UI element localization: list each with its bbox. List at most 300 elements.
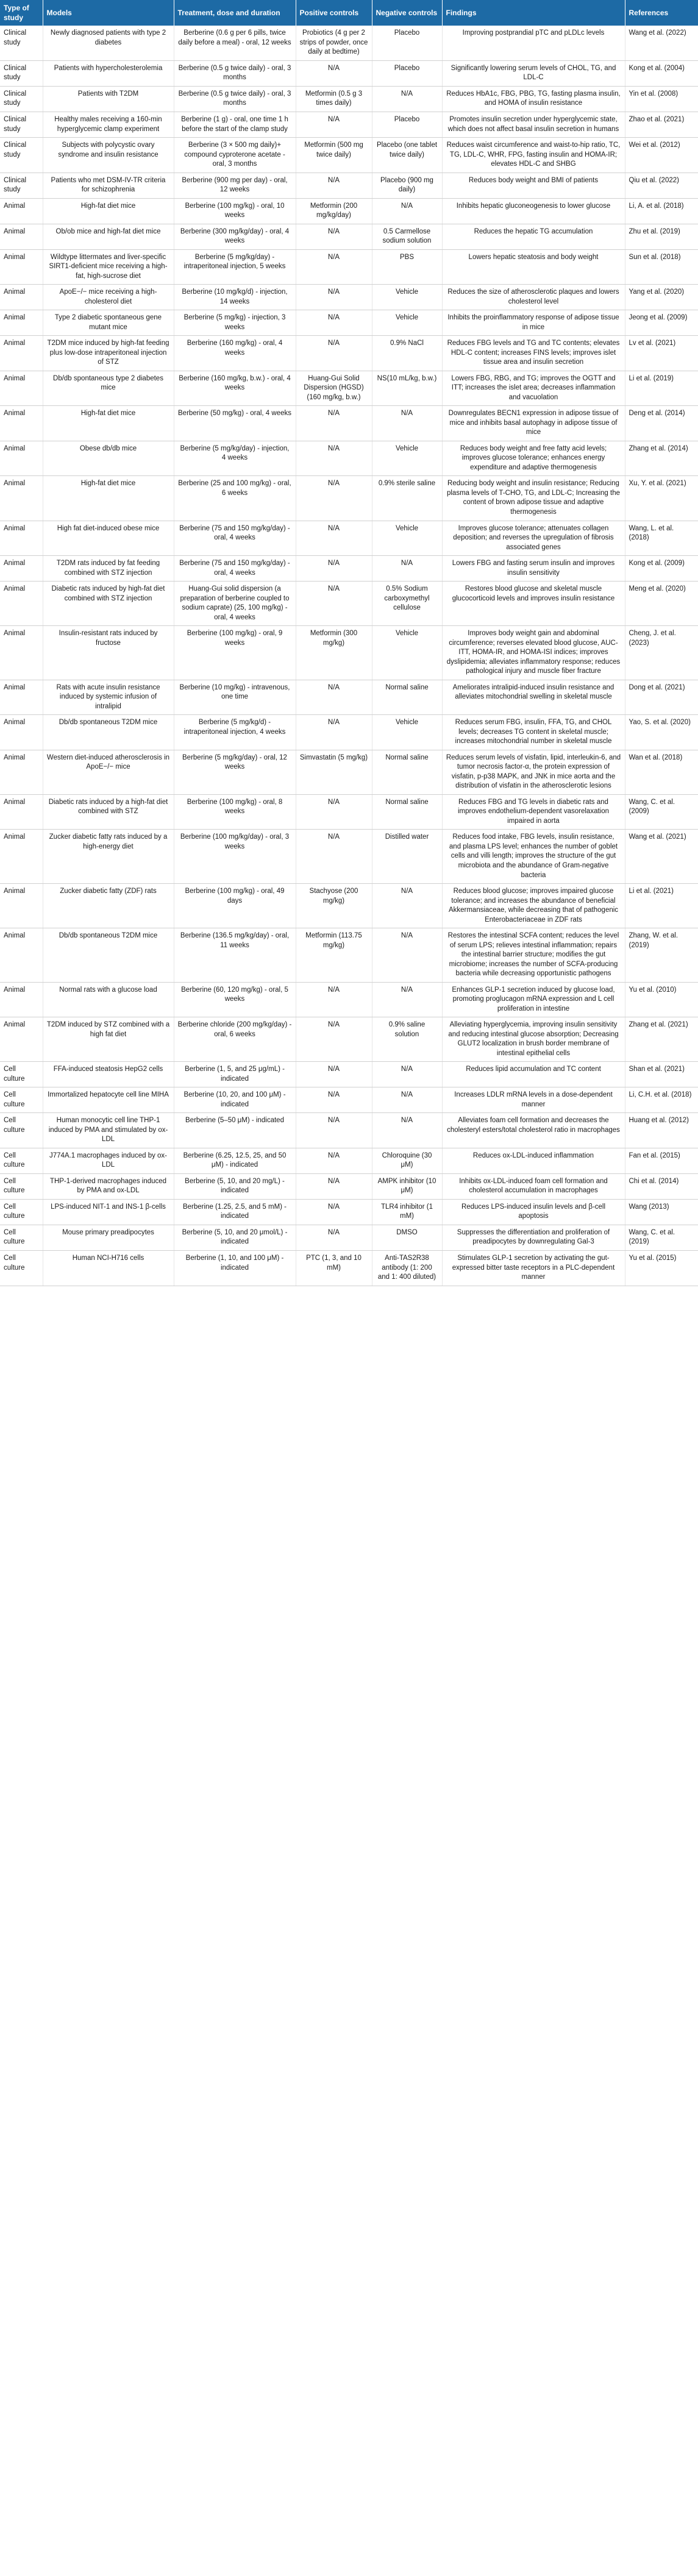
cell-type: Animal <box>0 1017 43 1062</box>
cell-model: T2DM mice induced by high-fat feeding plus low-dose intraperitoneal injection of STZ <box>43 336 174 371</box>
cell-negative-control: N/A <box>372 1087 442 1113</box>
table-row <box>0 198 698 224</box>
cell-positive-control: N/A <box>296 224 372 249</box>
cell-positive-control: N/A <box>296 336 372 371</box>
cell-model: Type 2 diabetic spontaneous gene mutant mice <box>43 310 174 336</box>
table-row <box>0 982 698 1017</box>
cell-positive-control: N/A <box>296 1148 372 1173</box>
cell-type: Cell culture <box>0 1225 43 1250</box>
cell-negative-control: N/A <box>372 982 442 1017</box>
cell-type: Animal <box>0 582 43 626</box>
cell-negative-control: 0.5 Carmellose sodium solution <box>372 224 442 249</box>
table-row <box>0 626 698 680</box>
cell-negative-control: 0.9% NaCl <box>372 336 442 371</box>
cell-model: J774A.1 macrophages induced by ox-LDL <box>43 1148 174 1173</box>
table-row <box>0 1251 698 1286</box>
table-row <box>0 1062 698 1087</box>
table-row <box>0 1113 698 1148</box>
cell-positive-control: N/A <box>296 794 372 830</box>
cell-reference: Zhao et al. (2021) <box>625 112 698 137</box>
cell-treatment: Berberine (100 mg/kg) - oral, 10 weeks <box>174 198 296 224</box>
cell-model: T2DM rats induced by fat feeding combined with STZ injection <box>43 556 174 582</box>
cell-reference: Li et al. (2021) <box>625 884 698 928</box>
cell-type: Clinical study <box>0 173 43 198</box>
cell-negative-control: Vehicle <box>372 285 442 310</box>
cell-findings: Reduces waist circumference and waist-to-hip ratio, TC, TG, LDL-C, WHR, FPG, fasting insulin and HOMA-IR; elevates HDL-C and SHBG <box>442 138 625 173</box>
cell-type: Animal <box>0 406 43 441</box>
table-row <box>0 173 698 198</box>
cell-positive-control: N/A <box>296 173 372 198</box>
cell-model: ApoE−/− mice receiving a high-cholesterol diet <box>43 285 174 310</box>
cell-type: Animal <box>0 371 43 406</box>
cell-model: Zucker diabetic fatty rats induced by a high-energy diet <box>43 830 174 884</box>
cell-reference: Yang et al. (2020) <box>625 285 698 310</box>
cell-treatment: Berberine (10 mg/kg) - intravenous, one time <box>174 680 296 715</box>
cell-type: Animal <box>0 884 43 928</box>
cell-findings: Reduces lipid accumulation and TC content <box>442 1062 625 1087</box>
cell-type: Animal <box>0 928 43 983</box>
cell-findings: Reduces serum FBG, insulin, FFA, TG, and CHOL levels; decreases TG content in skeletal muscle; increases mitochondrial number in skeletal muscle <box>442 715 625 750</box>
table-row <box>0 884 698 928</box>
cell-negative-control: Distilled water <box>372 830 442 884</box>
cell-negative-control: 0.9% saline solution <box>372 1017 442 1062</box>
cell-positive-control: N/A <box>296 582 372 626</box>
cell-type: Animal <box>0 794 43 830</box>
cell-positive-control: N/A <box>296 982 372 1017</box>
cell-treatment: Berberine (6.25, 12.5, 25, and 50 μM) - indicated <box>174 1148 296 1173</box>
table-row <box>0 336 698 371</box>
cell-positive-control: Huang-Gui Solid Dispersion (HGSD) (160 mg/kg, b.w.) <box>296 371 372 406</box>
cell-positive-control: N/A <box>296 830 372 884</box>
cell-treatment: Berberine (5 mg/kg) - injection, 3 weeks <box>174 310 296 336</box>
cell-treatment: Berberine (25 and 100 mg/kg) - oral, 6 weeks <box>174 476 296 521</box>
cell-type: Cell culture <box>0 1087 43 1113</box>
cell-treatment: Berberine (0.5 g twice daily) - oral, 3 months <box>174 60 296 86</box>
cell-type: Clinical study <box>0 60 43 86</box>
cell-treatment: Berberine (0.6 g per 6 pills, twice daily before a meal) - oral, 12 weeks <box>174 26 296 60</box>
cell-positive-control: N/A <box>296 60 372 86</box>
table-row <box>0 60 698 86</box>
cell-model: Patients with hypercholesterolemia <box>43 60 174 86</box>
cell-findings: Reduces LPS-induced insulin levels and β-cell apoptosis <box>442 1199 625 1225</box>
cell-model: Patients who met DSM-IV-TR criteria for schizophrenia <box>43 173 174 198</box>
cell-positive-control: N/A <box>296 406 372 441</box>
cell-treatment: Berberine (100 mg/kg) - oral, 8 weeks <box>174 794 296 830</box>
cell-positive-control: N/A <box>296 556 372 582</box>
cell-negative-control: NS(10 mL/kg, b.w.) <box>372 371 442 406</box>
cell-negative-control: Normal saline <box>372 794 442 830</box>
cell-positive-control: Metformin (113.75 mg/kg) <box>296 928 372 983</box>
cell-treatment: Berberine (100 mg/kg) - oral, 49 days <box>174 884 296 928</box>
cell-findings: Restores blood glucose and skeletal muscle glucocorticoid levels and improves insulin resistance <box>442 582 625 626</box>
cell-model: High fat diet-induced obese mice <box>43 521 174 556</box>
cell-negative-control: 0.9% sterile saline <box>372 476 442 521</box>
cell-treatment: Huang-Gui solid dispersion (a preparation of berberine coupled to sodium caprate) (25, 100 mg/kg) - oral, 4 weeks <box>174 582 296 626</box>
cell-model: Db/db spontaneous T2DM mice <box>43 928 174 983</box>
cell-model: T2DM induced by STZ combined with a high fat diet <box>43 1017 174 1062</box>
cell-positive-control: Metformin (0.5 g 3 times daily) <box>296 86 372 112</box>
cell-reference: Zhu et al. (2019) <box>625 224 698 249</box>
cell-positive-control: N/A <box>296 1199 372 1225</box>
cell-findings: Lowers hepatic steatosis and body weight <box>442 249 625 285</box>
cell-treatment: Berberine (1.25, 2.5, and 5 mM) - indicated <box>174 1199 296 1225</box>
cell-positive-control: Metformin (300 mg/kg) <box>296 626 372 680</box>
cell-positive-control: N/A <box>296 1225 372 1250</box>
cell-type: Clinical study <box>0 26 43 60</box>
table-row <box>0 1199 698 1225</box>
cell-treatment: Berberine (1 g) - oral, one time 1 h before the start of the clamp study <box>174 112 296 137</box>
cell-negative-control: Placebo <box>372 60 442 86</box>
cell-model: Diabetic rats induced by high-fat diet combined with STZ injection <box>43 582 174 626</box>
cell-negative-control: Placebo <box>372 26 442 60</box>
cell-reference: Wang, C. et al. (2019) <box>625 1225 698 1250</box>
cell-findings: Restores the intestinal SCFA content; reduces the level of serum LPS; relieves intestinal inflammation; repairs the intestinal barrier structure; modifies the gut microbiome; increases the number of SCFA-producing bacteria while decreasing opportunistic pathogens <box>442 928 625 983</box>
cell-reference: Qiu et al. (2022) <box>625 173 698 198</box>
cell-positive-control: Metformin (500 mg twice daily) <box>296 138 372 173</box>
cell-findings: Suppresses the differentiation and proliferation of preadipocytes by downregulating Gal-3 <box>442 1225 625 1250</box>
table-row <box>0 441 698 476</box>
cell-findings: Reduces food intake, FBG levels, insulin resistance, and plasma LPS level; enhances the number of goblet cells and villi length; improves the structure of the gut microbiota and the abundance of Gram-negative bacteria <box>442 830 625 884</box>
cell-findings: Ameliorates intralipid-induced insulin resistance and alleviates mitochondrial swelling in skeletal muscle <box>442 680 625 715</box>
cell-type: Animal <box>0 626 43 680</box>
table-row <box>0 249 698 285</box>
cell-treatment: Berberine (5 mg/kg/day) - oral, 12 weeks <box>174 750 296 794</box>
cell-model: High-fat diet mice <box>43 406 174 441</box>
cell-findings: Improving postprandial pTC and pLDLc levels <box>442 26 625 60</box>
cell-positive-control: N/A <box>296 476 372 521</box>
table-row <box>0 26 698 60</box>
cell-positive-control: N/A <box>296 680 372 715</box>
cell-reference: Shan et al. (2021) <box>625 1062 698 1087</box>
cell-model: Db/db spontaneous type 2 diabetes mice <box>43 371 174 406</box>
cell-model: Zucker diabetic fatty (ZDF) rats <box>43 884 174 928</box>
cell-reference: Wang, C. et al. (2009) <box>625 794 698 830</box>
cell-negative-control: Anti-TAS2R38 antibody (1: 200 and 1: 400 diluted) <box>372 1251 442 1286</box>
cell-reference: Xu, Y. et al. (2021) <box>625 476 698 521</box>
cell-negative-control: Placebo (one tablet twice daily) <box>372 138 442 173</box>
table-row <box>0 750 698 794</box>
cell-findings: Reduces FBG and TG levels in diabetic rats and improves endothelium-dependent vasorelaxation impaired in aorta <box>442 794 625 830</box>
cell-type: Animal <box>0 441 43 476</box>
cell-findings: Reduces body weight and BMI of patients <box>442 173 625 198</box>
cell-reference: Wang et al. (2021) <box>625 830 698 884</box>
cell-reference: Wang (2013) <box>625 1199 698 1225</box>
cell-type: Animal <box>0 224 43 249</box>
cell-model: Subjects with polycystic ovary syndrome and insulin resistance <box>43 138 174 173</box>
cell-reference: Wan et al. (2018) <box>625 750 698 794</box>
cell-type: Animal <box>0 556 43 582</box>
table-row <box>0 138 698 173</box>
header-negative-controls: Negative controls <box>372 0 442 26</box>
cell-reference: Kong et al. (2009) <box>625 556 698 582</box>
cell-model: Human monocytic cell line THP-1 induced by PMA and stimulated by ox-LDL <box>43 1113 174 1148</box>
cell-negative-control: N/A <box>372 556 442 582</box>
cell-positive-control: N/A <box>296 1017 372 1062</box>
cell-treatment: Berberine (5, 10, and 20 μmol/L) - indicated <box>174 1225 296 1250</box>
table-row <box>0 112 698 137</box>
cell-treatment: Berberine (75 and 150 mg/kg/day) - oral, 4 weeks <box>174 556 296 582</box>
cell-reference: Chi et al. (2014) <box>625 1173 698 1199</box>
cell-model: Human NCI-H716 cells <box>43 1251 174 1286</box>
table-row <box>0 556 698 582</box>
cell-type: Animal <box>0 198 43 224</box>
cell-positive-control: N/A <box>296 249 372 285</box>
cell-treatment: Berberine (3 × 500 mg daily)+ compound cyproterone acetate - oral, 3 months <box>174 138 296 173</box>
cell-model: Ob/ob mice and high-fat diet mice <box>43 224 174 249</box>
cell-findings: Reduces FBG levels and TG and TC contents; elevates HDL-C content; increases FINS levels; improves islet tissue area and insulin secretion <box>442 336 625 371</box>
cell-type: Cell culture <box>0 1251 43 1286</box>
cell-type: Animal <box>0 715 43 750</box>
cell-reference: Yu et al. (2010) <box>625 982 698 1017</box>
cell-negative-control: Normal saline <box>372 750 442 794</box>
header-models: Models <box>43 0 174 26</box>
cell-findings: Lowers FBG, RBG, and TG; improves the OGTT and ITT; increases the islet area; decreases inflammation and vacuolation <box>442 371 625 406</box>
studies-table <box>0 0 698 1286</box>
cell-model: Healthy males receiving a 160-min hyperglycemic clamp experiment <box>43 112 174 137</box>
table-row <box>0 86 698 112</box>
cell-negative-control: 0.5% Sodium carboxymethyl cellulose <box>372 582 442 626</box>
cell-negative-control: N/A <box>372 86 442 112</box>
cell-reference: Fan et al. (2015) <box>625 1148 698 1173</box>
cell-positive-control: N/A <box>296 1062 372 1087</box>
cell-type: Cell culture <box>0 1062 43 1087</box>
cell-type: Animal <box>0 830 43 884</box>
cell-negative-control: Normal saline <box>372 680 442 715</box>
cell-positive-control: N/A <box>296 1173 372 1199</box>
header-type: Type of study <box>0 0 43 26</box>
cell-negative-control: TLR4 inhibitor (1 mM) <box>372 1199 442 1225</box>
table-row <box>0 476 698 521</box>
table-row <box>0 830 698 884</box>
cell-findings: Downregulates BECN1 expression in adipose tissue of mice and inhibits basal autophagy in adipose tissue of mice <box>442 406 625 441</box>
cell-reference: Cheng, J. et al. (2023) <box>625 626 698 680</box>
cell-treatment: Berberine (75 and 150 mg/kg/day) - oral, 4 weeks <box>174 521 296 556</box>
cell-reference: Zhang et al. (2014) <box>625 441 698 476</box>
cell-treatment: Berberine (1, 5, and 25 μg/mL) - indicated <box>174 1062 296 1087</box>
cell-negative-control: AMPK inhibitor (10 μM) <box>372 1173 442 1199</box>
cell-type: Animal <box>0 249 43 285</box>
cell-findings: Increases LDLR mRNA levels in a dose-dependent manner <box>442 1087 625 1113</box>
cell-negative-control: Vehicle <box>372 715 442 750</box>
cell-positive-control: N/A <box>296 715 372 750</box>
cell-treatment: Berberine (10 mg/kg/d) - injection, 14 weeks <box>174 285 296 310</box>
cell-positive-control: PTC (1, 3, and 10 mM) <box>296 1251 372 1286</box>
table-row <box>0 794 698 830</box>
cell-positive-control: Metformin (200 mg/kg/day) <box>296 198 372 224</box>
cell-findings: Reducing body weight and insulin resistance; Reducing plasma levels of T-CHO, TG, and LDL-C; Increasing the content of brown adipose tissue and adaptive thermogenesis <box>442 476 625 521</box>
cell-type: Animal <box>0 982 43 1017</box>
cell-positive-control: N/A <box>296 1113 372 1148</box>
cell-treatment: Berberine (5 mg/kg/d) - intraperitoneal injection, 4 weeks <box>174 715 296 750</box>
table-row <box>0 310 698 336</box>
cell-type: Cell culture <box>0 1148 43 1173</box>
table-row <box>0 1087 698 1113</box>
cell-model: Insulin-resistant rats induced by fructose <box>43 626 174 680</box>
cell-findings: Reduces blood glucose; improves impaired glucose tolerance; and increases the abundance of beneficial Akkermansiaceae, while decreasing that of pathogenic Enterobacteriaceae in ZDF rats <box>442 884 625 928</box>
cell-findings: Significantly lowering serum levels of CHOL, TG, and LDL-C <box>442 60 625 86</box>
cell-negative-control: Vehicle <box>372 310 442 336</box>
table-row <box>0 1017 698 1062</box>
cell-reference: Yu et al. (2015) <box>625 1251 698 1286</box>
cell-model: Mouse primary preadipocytes <box>43 1225 174 1250</box>
cell-negative-control: N/A <box>372 406 442 441</box>
cell-reference: Zhang et al. (2021) <box>625 1017 698 1062</box>
cell-type: Cell culture <box>0 1173 43 1199</box>
cell-negative-control: Vehicle <box>372 441 442 476</box>
cell-findings: Reduces ox-LDL-induced inflammation <box>442 1148 625 1173</box>
cell-treatment: Berberine (5 mg/kg/day) - intraperitoneal injection, 5 weeks <box>174 249 296 285</box>
cell-treatment: Berberine (50 mg/kg) - oral, 4 weeks <box>174 406 296 441</box>
cell-positive-control: N/A <box>296 112 372 137</box>
cell-findings: Alleviates foam cell formation and decreases the cholesteryl esters/total cholesterol ratio in macrophages <box>442 1113 625 1148</box>
cell-model: THP-1-derived macrophages induced by PMA and ox-LDL <box>43 1173 174 1199</box>
table-body <box>0 26 698 1286</box>
table-row <box>0 1225 698 1250</box>
table-row <box>0 1148 698 1173</box>
cell-findings: Reduces the size of atherosclerotic plaques and lowers cholesterol level <box>442 285 625 310</box>
cell-positive-control: N/A <box>296 441 372 476</box>
header-treatment: Treatment, dose and duration <box>174 0 296 26</box>
cell-model: Newly diagnosed patients with type 2 diabetes <box>43 26 174 60</box>
cell-positive-control: N/A <box>296 310 372 336</box>
cell-type: Animal <box>0 750 43 794</box>
cell-treatment: Berberine (900 mg per day) - oral, 12 weeks <box>174 173 296 198</box>
cell-negative-control: N/A <box>372 198 442 224</box>
cell-findings: Inhibits hepatic gluconeogenesis to lower glucose <box>442 198 625 224</box>
cell-model: FFA-induced steatosis HepG2 cells <box>43 1062 174 1087</box>
cell-negative-control: DMSO <box>372 1225 442 1250</box>
cell-treatment: Berberine (5 mg/kg/day) - injection, 4 weeks <box>174 441 296 476</box>
cell-type: Animal <box>0 285 43 310</box>
cell-model: LPS-induced NIT-1 and INS-1 β-cells <box>43 1199 174 1225</box>
cell-negative-control: N/A <box>372 884 442 928</box>
cell-type: Clinical study <box>0 112 43 137</box>
table-row <box>0 371 698 406</box>
table-row <box>0 521 698 556</box>
cell-findings: Reduces serum levels of visfatin, lipid, interleukin-6, and tumor necrosis factor-α, the protein expression of visfatin, p-p38 MAPK, and JNK in mice aorta and the distribution of visfatin in the atherosclerotic lesions <box>442 750 625 794</box>
header-references: References <box>625 0 698 26</box>
cell-model: Obese db/db mice <box>43 441 174 476</box>
cell-treatment: Berberine (100 mg/kg/day) - oral, 3 weeks <box>174 830 296 884</box>
cell-model: High-fat diet mice <box>43 198 174 224</box>
cell-findings: Inhibits ox-LDL-induced foam cell formation and cholesterol accumulation in macrophages <box>442 1173 625 1199</box>
cell-type: Animal <box>0 336 43 371</box>
cell-findings: Enhances GLP-1 secretion induced by glucose load, promoting proglucagon mRNA expression and L cell proliferation in intestine <box>442 982 625 1017</box>
cell-reference: Jeong et al. (2009) <box>625 310 698 336</box>
cell-model: Normal rats with a glucose load <box>43 982 174 1017</box>
cell-reference: Wang, L. et al. (2018) <box>625 521 698 556</box>
cell-negative-control: Vehicle <box>372 626 442 680</box>
header-positive-controls: Positive controls <box>296 0 372 26</box>
cell-findings: Lowers FBG and fasting serum insulin and improves insulin sensitivity <box>442 556 625 582</box>
cell-positive-control: N/A <box>296 521 372 556</box>
table-row <box>0 582 698 626</box>
cell-findings: Alleviating hyperglycemia, improving insulin sensitivity and reducing intestinal glucose absorption; Decreasing GLUT2 localization in brush border membrane of intestinal epithelial cells <box>442 1017 625 1062</box>
cell-type: Animal <box>0 476 43 521</box>
cell-negative-control: Placebo (900 mg daily) <box>372 173 442 198</box>
table-row <box>0 224 698 249</box>
cell-treatment: Berberine (1, 10, and 100 μM) - indicated <box>174 1251 296 1286</box>
cell-reference: Lv et al. (2021) <box>625 336 698 371</box>
table-row <box>0 406 698 441</box>
cell-reference: Wang et al. (2022) <box>625 26 698 60</box>
cell-reference: Meng et al. (2020) <box>625 582 698 626</box>
cell-reference: Li, A. et al. (2018) <box>625 198 698 224</box>
cell-negative-control: Chloroquine (30 μM) <box>372 1148 442 1173</box>
cell-type: Cell culture <box>0 1199 43 1225</box>
cell-type: Cell culture <box>0 1113 43 1148</box>
cell-positive-control: Stachyose (200 mg/kg) <box>296 884 372 928</box>
cell-findings: Promotes insulin secretion under hyperglycemic state, which does not affect basal insulin secretion in humans <box>442 112 625 137</box>
cell-model: Db/db spontaneous T2DM mice <box>43 715 174 750</box>
cell-positive-control: N/A <box>296 285 372 310</box>
cell-negative-control: Vehicle <box>372 521 442 556</box>
cell-findings: Improves glucose tolerance; attenuates collagen deposition; and reverses the upregulation of fibrosis associated genes <box>442 521 625 556</box>
cell-type: Clinical study <box>0 86 43 112</box>
cell-negative-control: N/A <box>372 1062 442 1087</box>
cell-findings: Reduces the hepatic TG accumulation <box>442 224 625 249</box>
cell-model: Western diet-induced atherosclerosis in ApoE−/− mice <box>43 750 174 794</box>
cell-model: High-fat diet mice <box>43 476 174 521</box>
cell-reference: Deng et al. (2014) <box>625 406 698 441</box>
cell-negative-control: PBS <box>372 249 442 285</box>
cell-reference: Li et al. (2019) <box>625 371 698 406</box>
cell-findings: Inhibits the proinflammatory response of adipose tissue in mice <box>442 310 625 336</box>
cell-treatment: Berberine (160 mg/kg, b.w.) - oral, 4 weeks <box>174 371 296 406</box>
cell-treatment: Berberine chloride (200 mg/kg/day) - oral, 6 weeks <box>174 1017 296 1062</box>
cell-treatment: Berberine (0.5 g twice daily) - oral, 3 months <box>174 86 296 112</box>
cell-reference: Wei et al. (2012) <box>625 138 698 173</box>
cell-treatment: Berberine (5, 10, and 20 mg/L) - indicated <box>174 1173 296 1199</box>
cell-treatment: Berberine (100 mg/kg) - oral, 9 weeks <box>174 626 296 680</box>
cell-negative-control: N/A <box>372 1113 442 1148</box>
cell-model: Diabetic rats induced by a high-fat diet combined with STZ <box>43 794 174 830</box>
cell-positive-control: N/A <box>296 1087 372 1113</box>
cell-treatment: Berberine (136.5 mg/kg/day) - oral, 11 weeks <box>174 928 296 983</box>
cell-treatment: Berberine (5–50 μM) - indicated <box>174 1113 296 1148</box>
cell-treatment: Berberine (60, 120 mg/kg) - oral, 5 weeks <box>174 982 296 1017</box>
cell-reference: Huang et al. (2012) <box>625 1113 698 1148</box>
cell-positive-control: Simvastatin (5 mg/kg) <box>296 750 372 794</box>
cell-treatment: Berberine (300 mg/kg/day) - oral, 4 weeks <box>174 224 296 249</box>
cell-findings: Reduces body weight and free fatty acid levels; improves glucose tolerance; enhances energy expenditure and adaptive thermogenesis <box>442 441 625 476</box>
cell-model: Rats with acute insulin resistance induced by systemic infusion of intralipid <box>43 680 174 715</box>
cell-findings: Improves body weight gain and abdominal circumference; reverses elevated blood glucose, AUC-ITT, HOMA-IR, and HOMA-ISI indices; improves dyslipidemia; alleviates inflammatory response; reduces pathological injury and muscle fiber fracture <box>442 626 625 680</box>
cell-type: Animal <box>0 310 43 336</box>
cell-treatment: Berberine (160 mg/kg) - oral, 4 weeks <box>174 336 296 371</box>
table-row <box>0 680 698 715</box>
cell-reference: Zhang, W. et al. (2019) <box>625 928 698 983</box>
cell-type: Animal <box>0 521 43 556</box>
table-row <box>0 928 698 983</box>
table-row <box>0 715 698 750</box>
cell-model: Wildtype littermates and liver-specific SIRT1-deficient mice receiving a high-fat, high-sucrose diet <box>43 249 174 285</box>
cell-reference: Yao, S. et al. (2020) <box>625 715 698 750</box>
cell-reference: Yin et al. (2008) <box>625 86 698 112</box>
cell-model: Immortalized hepatocyte cell line MIHA <box>43 1087 174 1113</box>
cell-reference: Dong et al. (2021) <box>625 680 698 715</box>
cell-positive-control: Probiotics (4 g per 2 strips of powder, once daily at bedtime) <box>296 26 372 60</box>
cell-reference: Kong et al. (2004) <box>625 60 698 86</box>
cell-model: Patients with T2DM <box>43 86 174 112</box>
cell-treatment: Berberine (10, 20, and 100 μM) - indicated <box>174 1087 296 1113</box>
cell-negative-control: N/A <box>372 928 442 983</box>
table-row <box>0 285 698 310</box>
header-findings: Findings <box>442 0 625 26</box>
cell-type: Animal <box>0 680 43 715</box>
cell-findings: Stimulates GLP-1 secretion by activating the gut-expressed bitter taste receptors in a PLC-dependent manner <box>442 1251 625 1286</box>
header-row <box>0 0 698 26</box>
